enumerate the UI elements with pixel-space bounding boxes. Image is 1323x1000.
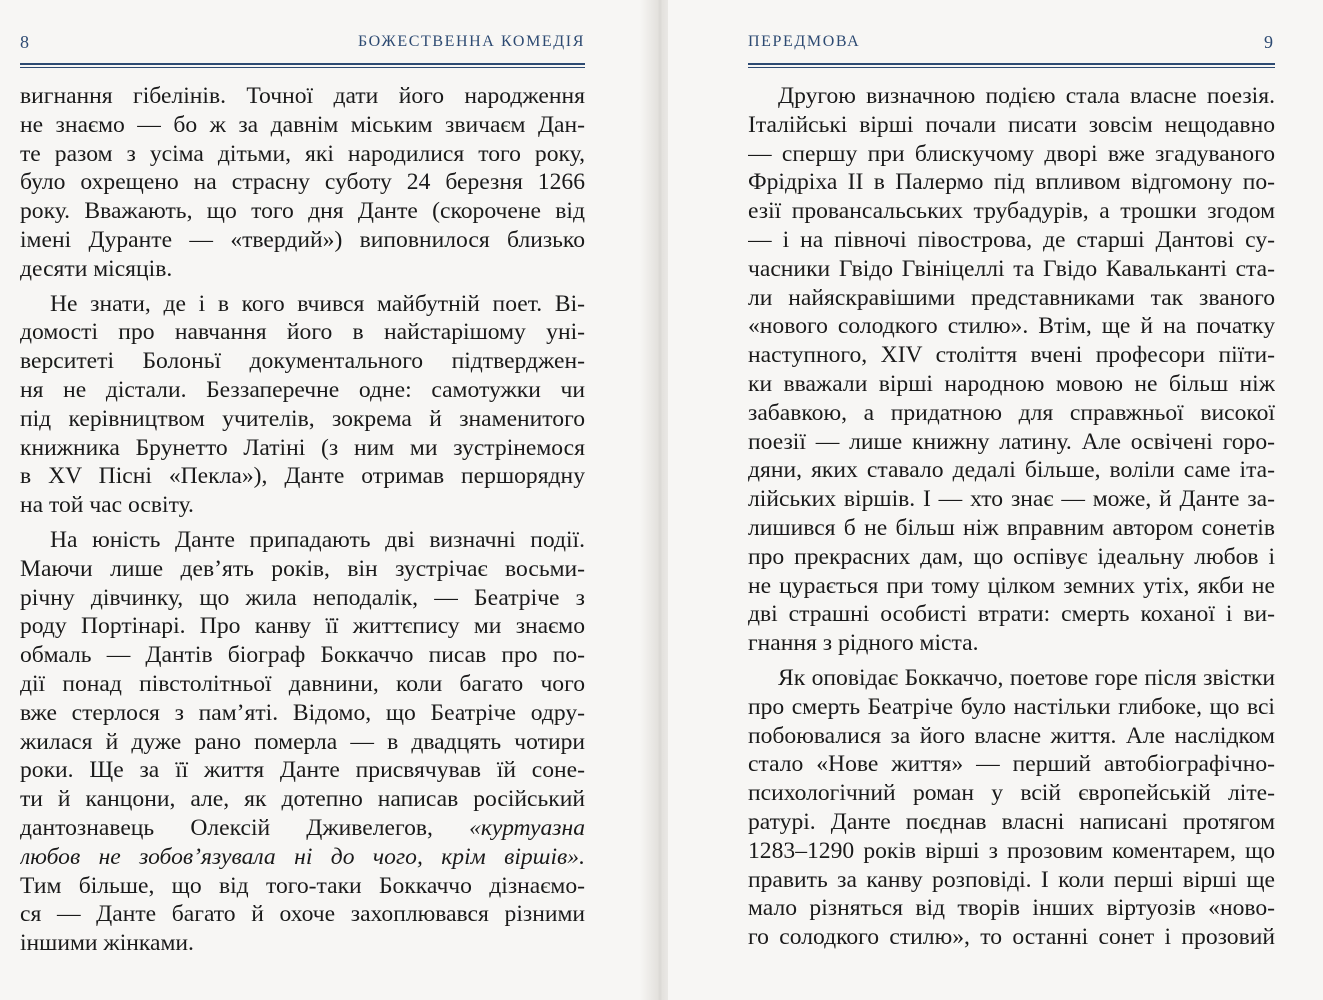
text-line: про прекрасних дам, що оспівує ідеальну любов і: [748, 543, 1275, 570]
text-run: ти й канцони, але, як дотепно написав російський: [20, 786, 585, 813]
text-run: вигнання гібелінів. Точної дати його народження: [20, 83, 585, 109]
text-line: «нового солодкого стилю». Втім, ще й на початку: [748, 313, 1275, 340]
right-page-number: 9: [1264, 32, 1273, 52]
text-line: Фрідріха II в Палермо під впливом відгомону по-: [748, 169, 1275, 196]
text-line: [20, 197, 585, 226]
text-run: ся — Данте багато й охоче захоплювався різними: [20, 901, 585, 928]
text-line: мало різняться від творів інших віртуозів «ново-: [748, 895, 1275, 922]
text-line: [20, 140, 585, 169]
text-line: [20, 434, 585, 463]
text-run: дантознавець Олексій Дживелегов,: [20, 814, 470, 841]
text-run: Маючи лише дев’ять років, він зустрічає восьми-: [20, 555, 585, 582]
text-line: править за канву розповіді. І коли перші вірші ще: [748, 866, 1275, 893]
text-line: стало «Нове життя» — перший автобіографічно-: [748, 751, 1275, 778]
text-line: [20, 226, 585, 255]
text-line: езії провансальських трубадурів, а трошки згодом: [748, 198, 1275, 225]
text-line: Італійські вірші почали писати зовсім нещодавно: [748, 111, 1275, 138]
text-line: Як оповідає Боккаччо, поетове горе після звістки: [778, 664, 1275, 691]
left-page-body: [20, 82, 585, 958]
text-line: [20, 728, 585, 757]
text-run: під керівництвом учителів, зокрема й знаменитого: [20, 405, 585, 432]
right-page-header: [748, 30, 1273, 60]
text-run: ня не дістали. Беззаперечне одне: самотужки чи: [20, 376, 585, 403]
text-line: не цурається при тому цілком земних утіх, якби не: [748, 572, 1275, 599]
text-line: [20, 555, 585, 584]
text-run: роки. Ще за її життя Данте присвячував їй соне-: [20, 757, 585, 784]
right-page: [668, 0, 1323, 1000]
text-line: [20, 699, 585, 728]
left-page-header: [20, 30, 585, 60]
text-line: психологічний роман у всій європейській літе-: [748, 780, 1275, 807]
text-run: книжника Брунетто Латіні (з ним ми зустрінемося: [20, 434, 585, 461]
text-line: [20, 290, 585, 319]
text-run: Не знати, де і в кого вчився майбутній поет. Ві-: [50, 290, 585, 317]
text-line: ки вважали вірші народною мовою не більш ніж: [748, 370, 1275, 397]
text-line: Другою визначною подією стала власне поезія.: [778, 83, 1275, 109]
text-run: На юність Данте припадають дві визначні події.: [50, 526, 585, 553]
text-run: було охрещено на страсну суботу 24 березня 1266: [20, 169, 585, 196]
text-run: річну дівчинку, що жила неподалік, — Беатріче з: [20, 584, 585, 611]
text-line: поезії — лише книжну латину. Але освічені горо-: [748, 428, 1275, 455]
text-line: [20, 756, 585, 785]
text-run: домості про навчання його в найстарішому уні-: [20, 319, 585, 346]
text-line: [20, 491, 585, 520]
text-line: [20, 584, 585, 613]
right-page-body: [748, 82, 1275, 952]
text-line: [20, 347, 585, 376]
text-line: [20, 785, 585, 814]
text-run: не знаємо — бо ж за давнім міським звичаєм Дан-: [20, 111, 585, 138]
text-line: [20, 318, 585, 347]
text-line: ли найяскравішими представниками так званого: [748, 284, 1275, 311]
text-line: ратурі. Данте поєднав власні написані протягом: [748, 808, 1275, 835]
text-line: забавкою, а придатною для справжньої високої: [748, 399, 1275, 426]
text-run: верситеті Болоньї документального підтверджен-: [20, 348, 585, 375]
text-line: про смерть Беатріче було настільки глибоке, що всі: [748, 693, 1275, 720]
quote-run: любов не зобов’язувала ні до чого, крім віршів».: [20, 843, 585, 870]
quote-run: «куртуазна: [469, 814, 585, 841]
text-run: те разом з усіма дітьми, які народилися того року,: [20, 140, 585, 167]
text-line: [20, 462, 585, 491]
text-line: лійських віршів. І — хто знає — може, й Данте за-: [748, 486, 1275, 513]
text-line: [20, 168, 585, 197]
text-run: роду Портінарі. Про канву її життєпису ми знаємо: [20, 613, 585, 640]
text-line: [20, 82, 585, 111]
text-line: лишився б не більш ніж вправним автором сонетів: [748, 514, 1275, 541]
text-line: побоювалися за його власне життя. Але наслідком: [748, 722, 1275, 749]
text-run: жилася й дуже рано померла — в двадцять чотири: [20, 728, 585, 755]
text-line: [20, 376, 585, 405]
text-line: дві страшні особисті втрати: смерть коханої і ви-: [748, 601, 1275, 628]
right-header-rule: [748, 63, 1275, 68]
text-run: іншими жінками.: [20, 930, 194, 957]
text-line: [20, 929, 585, 958]
text-line: дяни, яких ставало дедалі більше, воліли саме іта-: [748, 457, 1275, 484]
text-line: го солодкого стилю», то останні сонет і прозовий: [748, 924, 1275, 951]
text-line: [20, 843, 585, 872]
text-line: — спершу при блискучому дворі вже згадуваного: [748, 140, 1275, 167]
text-run: імені Дуранте — «твердий») виповнилося близько: [20, 226, 585, 253]
text-line: [20, 612, 585, 641]
text-run: десяти місяців.: [20, 255, 173, 282]
text-run: в XV Пісні «Пекла»), Данте отримав першорядну: [20, 463, 585, 490]
left-running-head: БОЖЕСТВЕННА КОМЕДІЯ: [357, 33, 585, 50]
text-line: [20, 255, 585, 284]
text-run: на той час освіту.: [20, 492, 194, 519]
text-line: [20, 872, 585, 901]
text-line: [20, 900, 585, 929]
text-line: наступного, XIV століття вчені професори піїти-: [748, 342, 1275, 369]
text-line: часники Гвідо Гвініцеллі та Гвідо Кавальканті ста-: [748, 255, 1275, 282]
text-line: [20, 814, 585, 843]
text-line: — і на півночі півострова, де старші Дантові су-: [748, 226, 1275, 253]
text-line: [20, 405, 585, 434]
left-header-rule: [20, 63, 585, 68]
text-run: обмаль — Дантів біограф Боккаччо писав про по-: [20, 642, 585, 669]
text-line: 1283–1290 років вірші з прозовим коментарем, що: [748, 837, 1275, 864]
text-run: року. Вважають, що того дня Данте (скорочене від: [20, 198, 585, 225]
text-line: [20, 670, 585, 699]
text-line: [20, 641, 585, 670]
left-page: [0, 0, 650, 1000]
text-run: дії понад півстолітньої давнини, коли багато чого: [20, 670, 585, 697]
text-run: Тим більше, що від того-таки Боккаччо дізнаємо-: [20, 872, 585, 899]
text-line: [20, 526, 585, 555]
left-page-number: 8: [20, 32, 29, 52]
text-line: гнання з рідного міста.: [748, 630, 979, 657]
text-line: [20, 111, 585, 140]
right-running-head: ПЕРЕДМОВА: [748, 33, 861, 50]
text-run: вже стерлося з пам’яті. Відомо, що Беатріче одру-: [20, 699, 585, 726]
